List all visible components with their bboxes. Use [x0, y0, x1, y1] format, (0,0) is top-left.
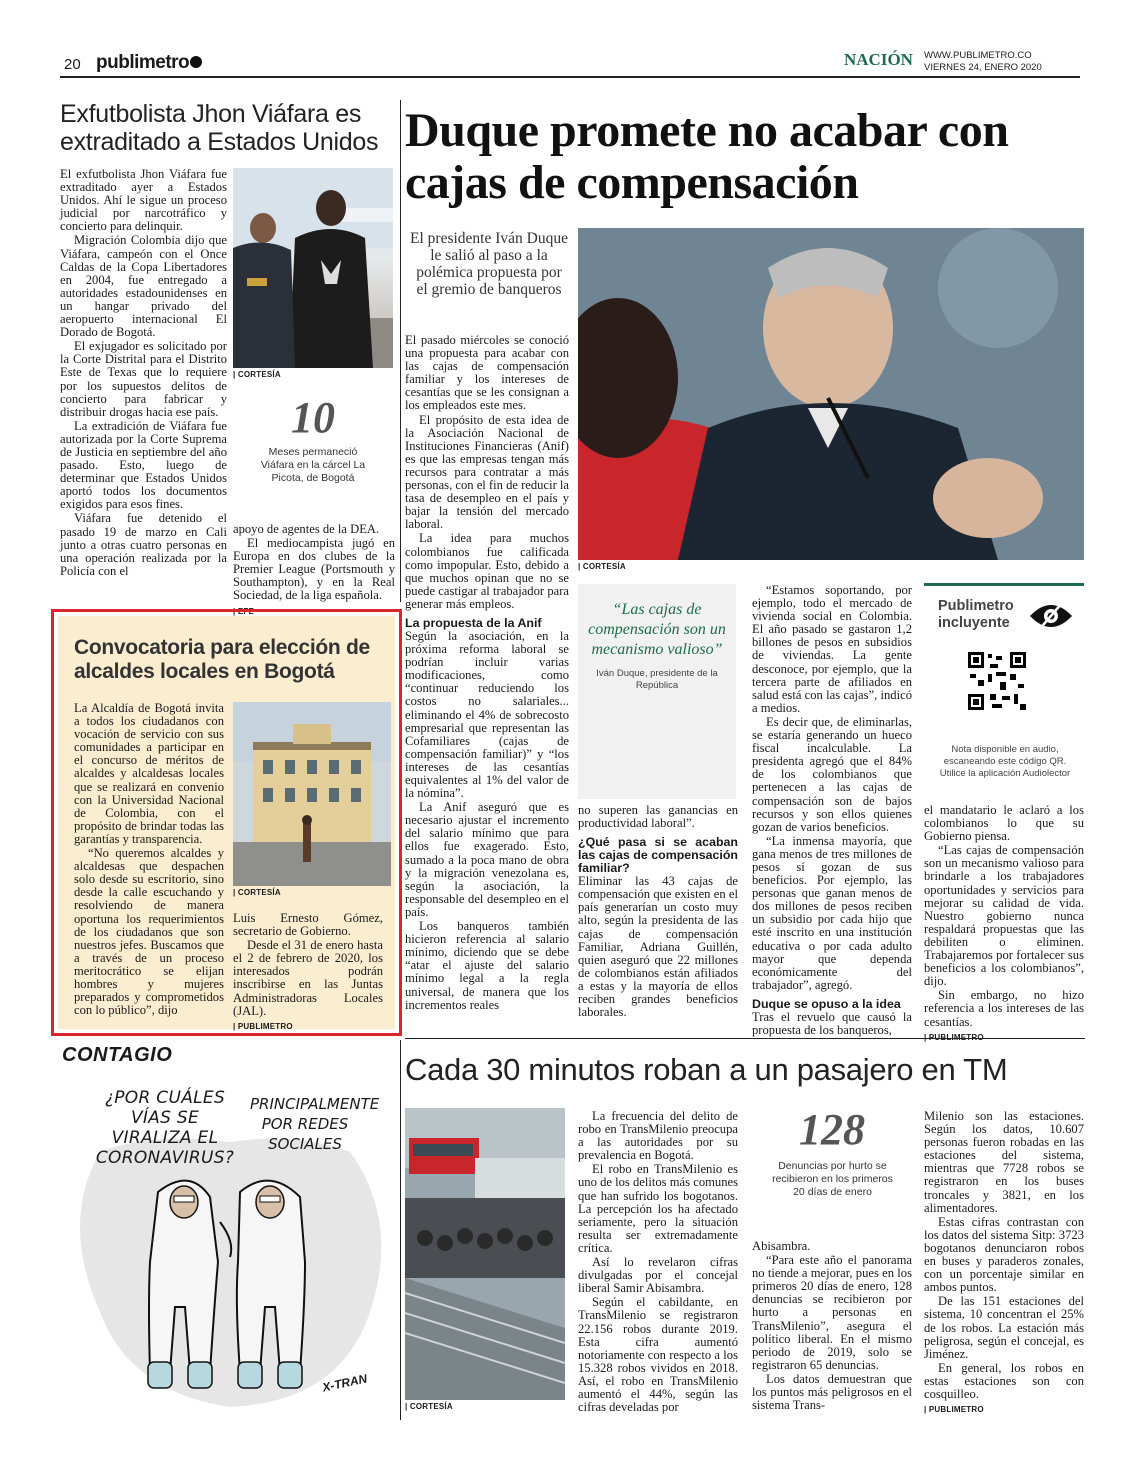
contagio-cartoon [60, 1072, 395, 1412]
duque-col3 [752, 584, 912, 1038]
viafara-photo [233, 168, 393, 368]
duque-col4 [924, 804, 1084, 1044]
paragraph: “Las cajas de compensación son un mecanismo valioso para brindarle a los trabajadores oportunidades y servicios para mejorar su calidad de vida. Nuestro gobierno nunca respaldará propuestas que las debiliten o eliminen. Trabajaremos por fortalecer sus beneficios a los colombianos”, dijo. [924, 843, 1084, 989]
duque-deck: El presidente Iván Duque le salió al paso a la polémica propuesta por el gremio de banqueros [410, 230, 568, 298]
convocatoria-box [58, 616, 395, 1029]
duque-headline: Duque promete no acabar con cajas de compensación [405, 104, 1009, 209]
tm-col1 [578, 1110, 738, 1415]
convocatoria-col1 [74, 702, 224, 1018]
paragraph: El exfutbolista Jhon Viáfara fue extraditado ayer a Estados Unidos. Ahí le sigue un proceso judicial por narcotráfico y concierto para delinquir. [60, 167, 227, 234]
site-url: WWW.PUBLIMETRO.CO [924, 50, 1032, 61]
paragraph: “No queremos alcaldes y alcaldesas que despachen solo desde su escritorio, sino desde la calle escuchando y resolviendo de manera oportuna los requerimientos de los ciudadanos que son nuestros jefes. Buscamos que a través de un proceso meritocrático se elijan hombres y mujeres preparados y comprometidos con lo público”, dijo [74, 846, 224, 1018]
paragraph: Así lo revelaron cifras divulgadas por el concejal liberal Samir Abisambra. [578, 1255, 738, 1296]
paragraph: Según la asociación, en la próxima reforma laboral se podrían incluir varias modificaciones, como “continuar reduciendo los costos no salariales... eliminando el 4% de sobrecosto empresarial que representan las Cofamiliares (cajas de compensación familiar)” y “los intereses de las cesantías equivalentes al 1% del valor de la nómina”. [405, 628, 569, 801]
paragraph: Desde el 31 de enero hasta el 2 de febrero de 2020, los interesados podrán inscribirse en las Juntas Administradoras Locales (JAL). [233, 938, 383, 1018]
paragraph: El robo en TransMilenio es uno de los delitos más comunes que han sufrido los bogotanos. La percepción los ha afectado seriamente, pero la situación resulta ser extremadamente crítica. [578, 1162, 738, 1255]
paragraph: El mediocampista jugó en Europa en dos clubes de la Premier League (Portsmouth y Southampton), y en la Real Sociedad, de la liga española. [233, 536, 395, 603]
paragraph: Según el cabildante, en TransMilenio se registraron 22.156 robos durante 2019. Esta cifra aumentó notoriamente con respecto a los 15.328 robos vividos en 2018. Así, el robo en TransMilenio aumentó el 44%, según las cifras develadas por [578, 1295, 738, 1415]
paragraph: Luis Ernesto Gómez, secretario de Gobierno. [233, 911, 383, 939]
section-name: NACIÓN [844, 50, 913, 69]
viafara-col1 [60, 168, 227, 579]
brand-logo-text: publimetro [96, 52, 190, 73]
paragraph: Estas cifras contrastan con los datos del sistema Sitp: 3723 bogotanos denunciaron robos en buses y paraderos zonales, con un porcentaje similar en ambos puntos. [924, 1214, 1084, 1295]
viafara-stat-number: 10 [291, 393, 335, 442]
photo-illustration [233, 168, 393, 368]
credit-publimetro: | PUBLIMETRO [924, 1405, 984, 1415]
paragraph: apoyo de agentes de la DEA. [233, 522, 380, 536]
paragraph: En general, los robos en estas estaciones son con cosquilleo. [924, 1360, 1084, 1401]
duque-col1 [405, 334, 569, 1013]
qr-code-icon [966, 650, 1028, 712]
pull-quote-box [578, 584, 736, 799]
convocatoria-photo-credit: | CORTESÍA [233, 888, 281, 897]
paragraph: “Para este año el panorama no tiende a mejorar, pues en los primeros 20 días de enero, 128 denuncias se recibieron por hurto a personas en TransMilenio”, asegura el político liberal. En el mismo periodo de 2019, solo se registraron 65 denuncias. [752, 1253, 912, 1372]
pull-quote-author: Iván Duque, presidente de la República [596, 668, 718, 691]
viafara-stat-text: Meses permaneció Viáfara en la cárcel La Picota, de Bogotá [260, 446, 366, 484]
paragraph: La extradición de Viáfara fue autorizada por la Corte Suprema de Justicia en septiembre del año pasado. Esto, luego de determinar que Estados Unidos aportó todos los documentos exigidos para esos fines. [60, 418, 227, 512]
paragraph: La Alcaldía de Bogotá invita a todos los ciudadanos con vocación de servicio con sus comunidades a participar en el concurso de méritos de alcaldes y alcaldesas locales que se realizará en convenio con la Universidad Nacional de Colombia, con el propósito de brindar todas las garantías y transparencia. [74, 701, 224, 846]
credit-publimetro: | PUBLIMETRO [233, 1021, 293, 1031]
convocatoria-photo [233, 702, 391, 886]
pull-quote: “Las cajas de compensación son un mecanismo valioso” [588, 601, 726, 658]
paragraph: Los datos demuestran que los puntos más peligrosos en el sistema Trans- [752, 1371, 912, 1413]
viafara-photo-credit: | CORTESÍA [233, 370, 281, 379]
incluyente-note: Nota disponible en audio, escaneando este código QR. Utilice la aplicación Audiolector [939, 744, 1071, 779]
paragraph: Sin embargo, no hizo referencia a los intereses de las cesantías. [924, 988, 1084, 1029]
speech-bubble-question: ¿POR CUÁLES VÍAS SE VIRALIZA EL CORONAVIRUS? [95, 1088, 235, 1168]
section-rule [405, 1038, 1085, 1039]
paragraph: Abisambra. [752, 1239, 811, 1253]
speech-bubble-answer: PRINCIPALMENTE POR REDES SOCIALES [250, 1095, 380, 1153]
paragraph: no superen las ganancias en productividad laboral”. [578, 803, 738, 831]
tm-photo [405, 1108, 565, 1400]
tm-stat-text: Denuncias por hurto se recibieron en los primeros 20 días de enero [772, 1160, 893, 1198]
column-divider [400, 1040, 401, 1420]
incluyente-box [924, 583, 1084, 798]
tm-col2 [752, 1240, 912, 1413]
paragraph: El pasado miércoles se conoció una propuesta para acabar con las cajas de compensación familiar y los intereses de cesantías que se les consignan a los empleados este mes. [405, 333, 569, 413]
paragraph: Milenio son las estaciones. Según los datos, 10.607 personas fueron robadas en las estaciones del sistema, mientras que 7728 robos se registraron en los buses troncales y 3821, en los alimentadores. [924, 1109, 1084, 1215]
viafara-headline: Exfutbolista Jhon Viáfara es extraditado a Estados Unidos [60, 100, 379, 156]
brand-logo [96, 52, 202, 74]
viafara-col2 [233, 523, 395, 618]
duque-col2 [578, 804, 738, 1020]
duque-photo-credit: | CORTESÍA [578, 562, 626, 571]
globe-icon [190, 56, 202, 68]
convocatoria-headline: Convocatoria para elección de alcaldes locales en Bogotá [74, 636, 370, 683]
photo-illustration [233, 702, 391, 886]
paragraph: La idea para muchos colombianos fue calificada como impopular. Esto, debido a que muchos opinan que no se puede castigar al trabajador para generar más empleos. [405, 531, 569, 611]
paragraph: La frecuencia del delito de robo en TransMilenio preocupa a las autoridades por su prevalencia en Bogotá. [578, 1109, 738, 1163]
column-divider [400, 100, 401, 602]
paragraph: el mandatario le aclaró a los colombianos lo que su Gobierno piensa. [924, 803, 1084, 844]
photo-illustration [578, 228, 1084, 560]
eye-icon [1028, 598, 1074, 634]
paragraph: “Estamos soportando, por ejemplo, todo el mercado de vivienda social en Colombia. El año pasado se gastaron 1,2 billones de pesos en subsidios de viviendas. La gente desconoce, por ejemplo, que la tercera parte de afiliados en salud está con las cajas”, indicó a medios. [752, 583, 912, 715]
incluyente-title: Publimetro incluyente [938, 598, 1014, 631]
paragraph: La Anif aseguró que es necesario ajustar el incremento del salario mínimo que para ellos fue exagerado. Esto, sumado a la poca mano de obra y la migración venezolana es, según la asociación, la responsable del desempleo en el país. [405, 800, 569, 919]
tm-photo-credit: | CORTESÍA [405, 1402, 453, 1411]
paragraph: Viáfara fue detenido el pasado 19 de marzo en Cali junto a otras cuatro personas en una operación realizada por la Policía con el [60, 511, 227, 578]
tm-stat-number: 128 [799, 1105, 865, 1154]
paragraph: Migración Colombia dijo que Viáfara, campeón con el Once Caldas de la Copa Libertadores en 2004, fue entregado a autoridades estadounidenses en un hangar privado del aeropuerto internacional El Dorado de Bogotá. [60, 233, 227, 340]
issue-date: VIERNES 24, ENERO 2020 [924, 62, 1042, 73]
page-number: 20 [64, 56, 81, 73]
cartoonist-signature: X-TRAN [321, 1371, 369, 1395]
contagio-label: CONTAGIO [62, 1044, 173, 1066]
convocatoria-col2 [233, 912, 383, 1033]
photo-illustration [405, 1108, 565, 1400]
duque-photo [578, 228, 1084, 560]
subheading: ¿Qué pasa si se acaban las cajas de compensación familiar? [578, 835, 738, 876]
paragraph: Eliminar las 43 cajas de compensación que existen en el país generarían un costo muy alto, según la presidenta de las cajas de compensación Familiar, Adriana Guillén, quien aseguró que 22 millones de colombianos están afiliados a estas y la mayoría de ellos reciben grandes beneficios laborales. [578, 874, 738, 1020]
tm-col3 [924, 1110, 1084, 1416]
subheading: Duque se opuso a la idea [752, 996, 901, 1011]
paragraph: “La inmensa mayoría, que gana menos de tres millones de pesos sí gozan de sus beneficios. Por ejemplo, las personas que ganan menos de dos millones de pesos reciben un subsidio por cada hijo que esté inscrito en una institución educativa o por cada adulto mayor que dependa económicamente del trabajador”, agregó. [752, 833, 912, 992]
header-rule [60, 76, 1080, 78]
paragraph: Tras el revuelo que causó la propuesta de los banqueros, [752, 1009, 912, 1037]
paragraph: Es decir que, de eliminarlas, se estaría generando un hueco fiscal incalculable. La presidenta agregó que el 84% de los colombianos que pertenecen a las cajas de compensación son de bajos recursos y son ellos quienes gozan de varios beneficios. [752, 714, 912, 834]
credit-efe: | EFE [233, 606, 255, 616]
paragraph: El exjugador es solicitado por la Corte Distrital para el Distrito Este de Texas que lo requiere por los supuestos delitos de concierto para fabricar y distribuir drogas hacia ese país. [60, 339, 227, 419]
paragraph: El propósito de esta idea de la Asociación Nacional de Instituciones Financieras (Anif) es que las empresas tengan más recursos para contratar a más personas, con el fin de reducir la tasa de desempleo en el país y bajar la tensión del mercado laboral. [405, 412, 570, 532]
subheading: La propuesta de la Anif [405, 615, 542, 630]
paragraph: De las 151 estaciones del sistema, 10 concentran el 25% de los robos. La estación más peligrosa, según el concejal, es Jiménez. [924, 1294, 1084, 1361]
tm-headline: Cada 30 minutos roban a un pasajero en TM [405, 1052, 1008, 1087]
paragraph: Los banqueros también hicieron referencia al salario mínimo, diciendo que se debe “atar el ajuste del salario mínimo legal a la regla universal, de manera que los incrementos reales [405, 919, 569, 1012]
